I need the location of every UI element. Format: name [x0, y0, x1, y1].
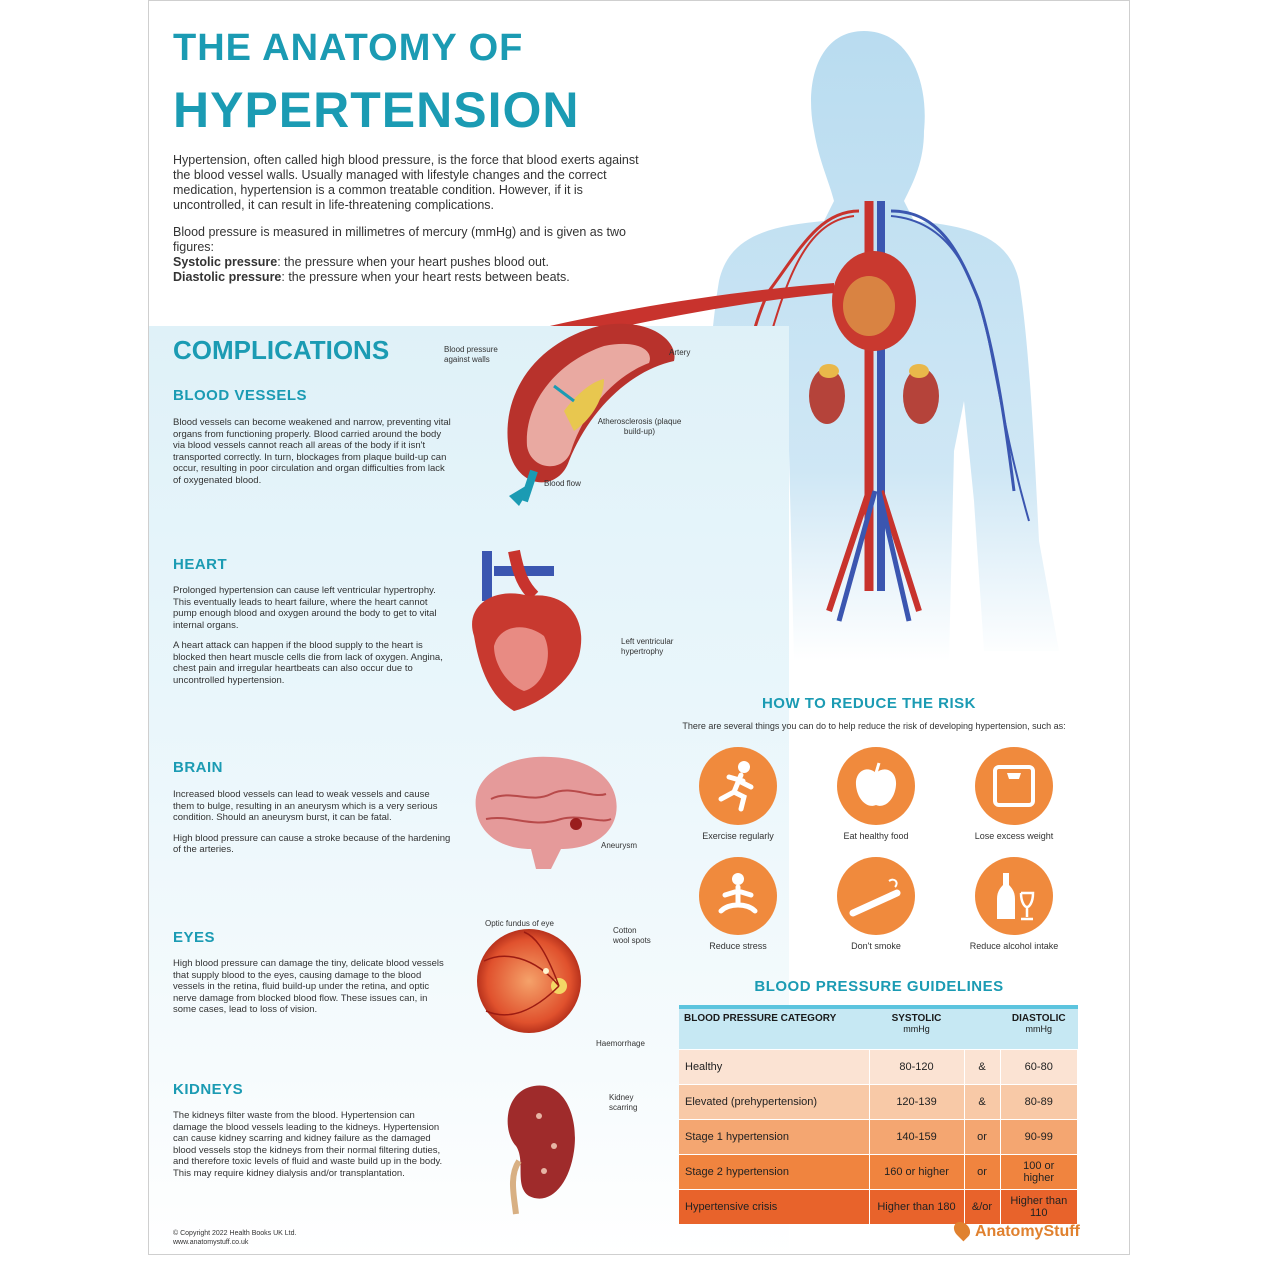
complications-heading: COMPLICATIONS — [173, 335, 390, 365]
guidelines-heading: BLOOD PRESSURE GUIDELINES — [754, 978, 1004, 995]
brain-heading: BRAIN — [173, 759, 223, 776]
table-row — [679, 1120, 1078, 1155]
guidelines-table — [679, 1005, 1078, 1224]
conj-header — [964, 1007, 1000, 1050]
category-cell: Hypertensive crisis — [679, 1190, 869, 1225]
poster — [148, 0, 1130, 1255]
logo-pin-icon — [951, 1219, 974, 1242]
conjunction-cell: &/or — [964, 1190, 1000, 1225]
diastolic-cell: 80-89 — [1000, 1085, 1078, 1120]
tip-label: Lose excess weight — [974, 831, 1054, 841]
artery-label: Artery — [669, 348, 691, 357]
scale-icon — [975, 747, 1053, 825]
systolic-cell: 120-139 — [869, 1085, 964, 1120]
eyes-text: High blood pressure can damage the tiny, delicate blood vessels that supply blood to the eyes, causing damage to the blood vessels in the retina, fluid build-up under the retina, and optic nerve damage from blocked blood flow. These issues can, in some cases, lead to loss of vision. — [173, 958, 444, 1015]
systolic-header: SYSTOLIC mmHg — [869, 1007, 964, 1050]
conjunction-cell: or — [964, 1120, 1000, 1155]
intro-text — [173, 153, 653, 285]
diastolic-cell: 90-99 — [1000, 1120, 1078, 1155]
table-row — [679, 1155, 1078, 1190]
intro-paragraph-1: Hypertension, often called high blood pressure, is the force that blood exerts against the blood vessel walls. Usually managed with lifestyle changes and the correct medication, hypertension is a common treatable condition. However, if it is uncontrolled, it can result in life-threatening complications. — [173, 153, 639, 212]
page-title: HYPERTENSION — [173, 82, 580, 138]
reduce-risk-heading: HOW TO REDUCE THE RISK — [761, 695, 977, 712]
table-row — [679, 1050, 1078, 1085]
systolic-cell: 140-159 — [869, 1120, 964, 1155]
cigarette-icon — [837, 857, 915, 935]
tip-label: Eat healthy food — [843, 831, 909, 841]
reduce-risk-intro: There are several things you can do to help reduce the risk of developing hypertension, such as: — [682, 721, 1066, 731]
diastolic-header: DIASTOLIC mmHg — [1000, 1007, 1078, 1050]
bottle-glass-icon — [975, 857, 1053, 935]
heart-illustration — [454, 546, 604, 716]
category-cell: Stage 2 hypertension — [679, 1155, 869, 1190]
tip-exercise — [663, 747, 813, 841]
optic-fundus-label: Optic fundus of eye — [485, 919, 554, 928]
kidney-scarring-label: Kidney scarring — [609, 1093, 638, 1112]
left-ventricular-label: Left ventricular hypertrophy — [621, 637, 674, 656]
diastolic-cell: 100 or higher — [1000, 1155, 1078, 1190]
pressure-label: Blood pressure against walls — [444, 345, 498, 364]
tip-label: Reduce stress — [709, 941, 767, 951]
category-cell: Stage 1 hypertension — [679, 1120, 869, 1155]
blood-vessels-text: Blood vessels can become weakened and narrow, preventing vital organs from functioning properly. Blood carried around the body via blood vessels cannot reach all areas of the body if it isn't transported correctly. In turn, blockages from plaque build-up can occur, resulting in poor circulation and organ difficulties from lack of oxygenated blood. — [173, 417, 451, 486]
kidney-illustration — [494, 1076, 584, 1216]
tip-lose-weight — [939, 747, 1089, 841]
tip-dont-smoke — [801, 857, 951, 951]
table-row — [679, 1190, 1078, 1225]
diastolic-cell: 60-80 — [1000, 1050, 1078, 1085]
category-cell: Healthy — [679, 1050, 869, 1085]
kidneys-text: The kidneys filter waste from the blood. Hypertension can damage the blood vessels leading to the kidneys. Hypertension can cause kidney scarring and kidney failure as the damaged blood vessels stop the kidneys from their normal filtering duties, and therefore toxic levels of fluid and waste build up in the body. This may require kidney dialysis and/or transplantation. — [173, 1110, 443, 1179]
meditation-icon — [699, 857, 777, 935]
blood-flow-label: Blood flow — [544, 479, 581, 488]
conjunction-cell: & — [964, 1085, 1000, 1120]
diastolic-definition: Diastolic pressure: the pressure when your heart rests between beats. — [173, 270, 570, 284]
atherosclerosis-label: Atherosclerosis (plaque build-up) — [597, 417, 682, 436]
category-header: BLOOD PRESSURE CATEGORY — [679, 1007, 869, 1050]
conjunction-cell: & — [964, 1050, 1000, 1085]
kidneys-heading: KIDNEYS — [173, 1081, 244, 1098]
systolic-cell: 80-120 — [869, 1050, 964, 1085]
apple-icon — [837, 747, 915, 825]
tip-label: Exercise regularly — [702, 831, 774, 841]
aneurysm-label: Aneurysm — [601, 841, 638, 850]
haemorrhage-label: Haemorrhage — [596, 1039, 645, 1048]
conjunction-cell: or — [964, 1155, 1000, 1190]
tip-label: Reduce alcohol intake — [969, 941, 1059, 951]
brain-illustration — [461, 749, 631, 879]
brain-text: Increased blood vessels can lead to weak vessels and cause them to bulge, resulting in an aneurysm which is a very serious condition. Should an aneurysm burst, it can be fatal. High blood pressure can cause a stroke because of the hardening of the arteries. — [173, 789, 451, 855]
tip-reduce-alcohol — [939, 857, 1089, 951]
copyright: © Copyright 2022 Health Books UK Ltd. www.anatomystuff.co.uk — [173, 1230, 297, 1246]
systolic-cell: 160 or higher — [869, 1155, 964, 1190]
table-header-row — [679, 1007, 1078, 1050]
cotton-wool-label: Cotton wool spots — [613, 926, 651, 945]
eyes-heading: EYES — [173, 929, 216, 946]
title-top: THE ANATOMY OF — [173, 27, 524, 69]
diastolic-cell: Higher than 110 — [1000, 1190, 1078, 1225]
table-row — [679, 1085, 1078, 1120]
heart-heading: HEART — [173, 556, 228, 573]
heart-text: Prolonged hypertension can cause left ventricular hypertrophy. This eventually leads to heart failure, where the heart cannot pump enough blood and oxygen around the body to get to vital internal organs. A heart attack can happen if the blood supply to the heart is blocked then heart muscle cells die from lack of oxygen. Angina, chest pain and irregular heartbeats can also occur due to uncontrolled hypertension. — [173, 585, 443, 686]
running-person-icon — [699, 747, 777, 825]
intro-paragraph-2: Blood pressure is measured in millimetres of mercury (mmHg) and is given as two figures: — [173, 225, 626, 254]
systolic-definition: Systolic pressure: the pressure when your heart pushes blood out. — [173, 255, 549, 269]
retina-illustration — [474, 926, 584, 1036]
category-cell: Elevated (prehypertension) — [679, 1085, 869, 1120]
blood-vessels-heading: BLOOD VESSELS — [173, 387, 308, 404]
tip-healthy-food — [801, 747, 951, 841]
tip-reduce-stress — [663, 857, 813, 951]
systolic-cell: Higher than 180 — [869, 1190, 964, 1225]
tip-label: Don't smoke — [851, 941, 901, 951]
anatomystuff-logo: AnatomyStuff — [955, 1221, 1080, 1241]
